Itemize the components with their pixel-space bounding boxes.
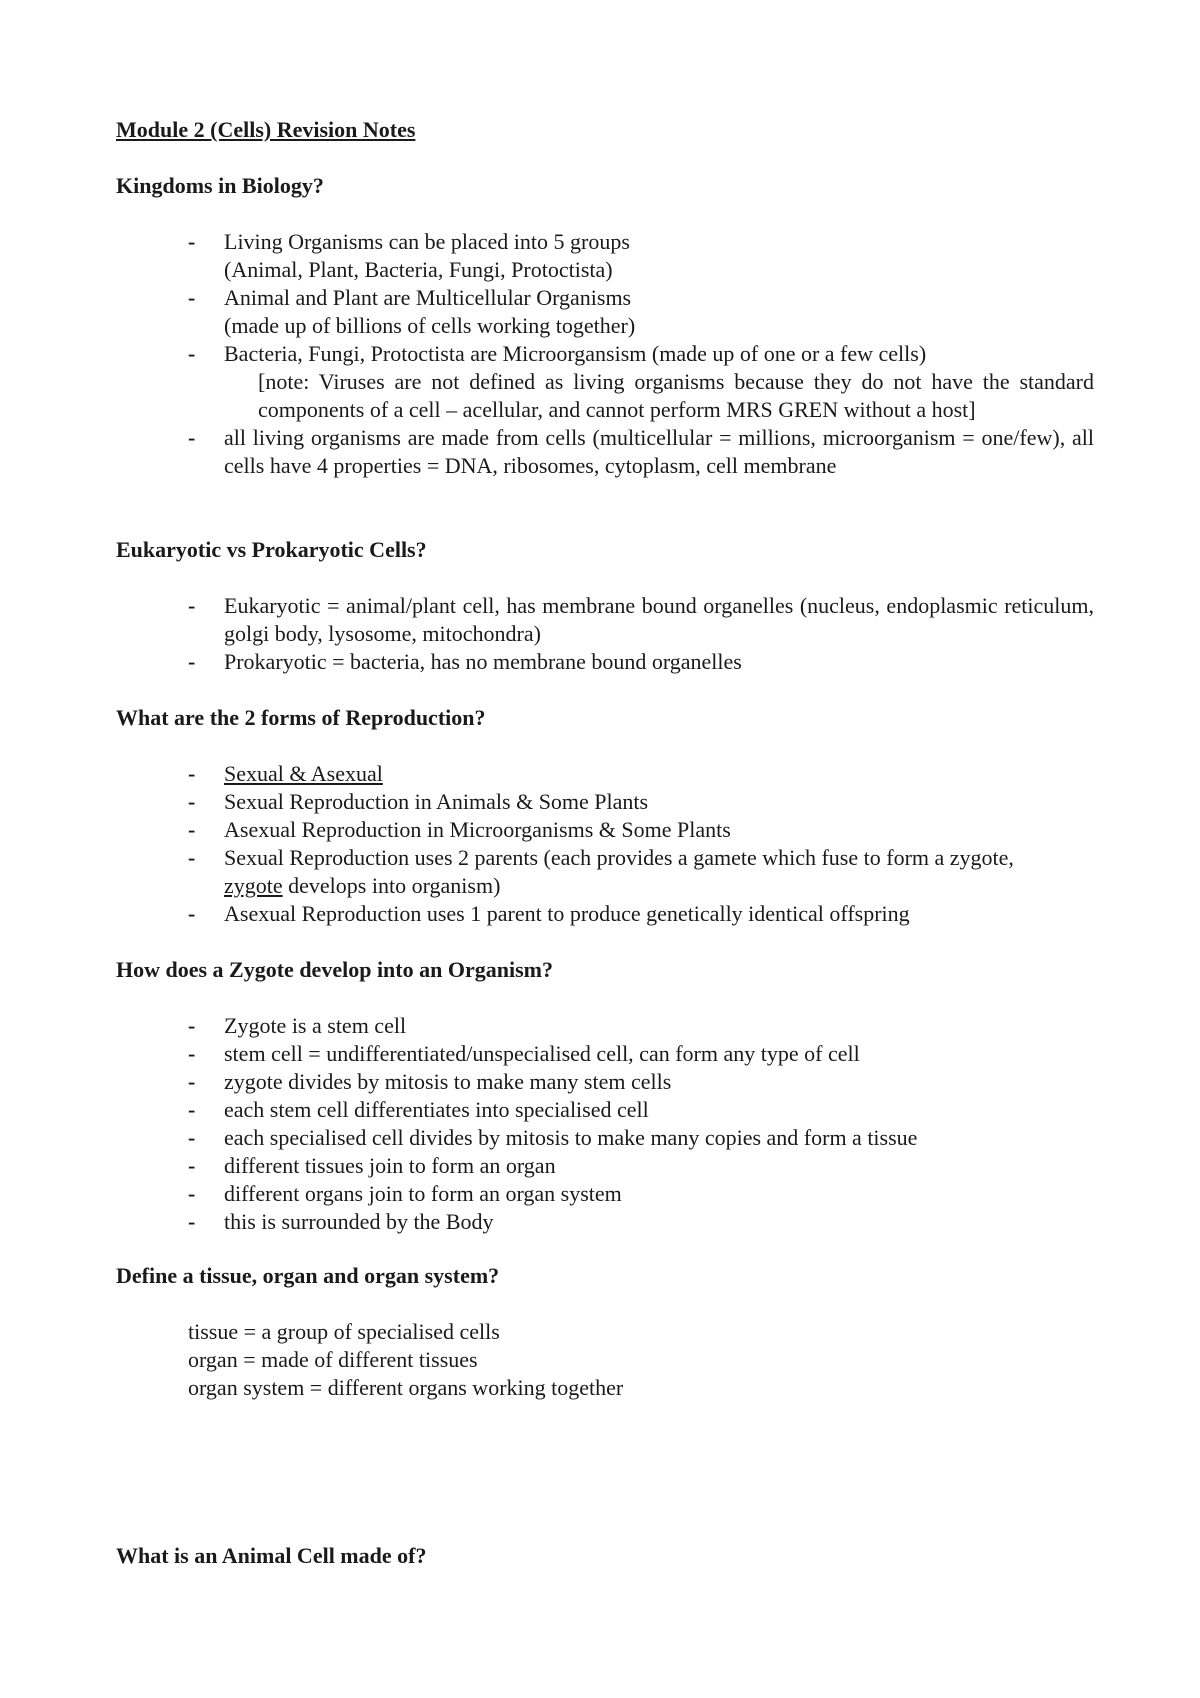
dash-bullet: - xyxy=(188,1209,196,1234)
list-item xyxy=(0,284,1094,340)
list-item xyxy=(0,1180,1094,1208)
dash-bullet: - xyxy=(188,817,196,842)
definition-tissue: tissue = a group of specialised cells xyxy=(188,1319,500,1344)
list-item xyxy=(0,844,1024,900)
definition-lines xyxy=(188,1318,623,1402)
item-text-underlined: zygote xyxy=(224,873,283,898)
dash-bullet: - xyxy=(188,1153,196,1178)
dash-bullet: - xyxy=(188,229,196,254)
list-item xyxy=(0,1012,1094,1040)
list-item xyxy=(0,816,1094,844)
dash-bullet: - xyxy=(188,901,196,926)
dash-bullet: - xyxy=(188,593,196,618)
list-item xyxy=(0,340,1094,424)
list-item xyxy=(0,424,1094,480)
list-item xyxy=(0,648,1094,676)
item-text: stem cell = undifferentiated/unspecialised cell, can form any type of cell xyxy=(224,1041,860,1066)
item-text: Asexual Reproduction uses 1 parent to produce genetically identical offspring xyxy=(224,901,910,926)
item-text-post: develops into organism) xyxy=(282,873,501,898)
dash-bullet: - xyxy=(188,1069,196,1094)
item-text: all living organisms are made from cells (multicellular = millions, microorganism = one/few), all cells have 4 properties = DNA, ribosomes, cytoplasm, cell membrane xyxy=(224,425,1094,478)
heading-define: Define a tissue, organ and organ system? xyxy=(116,1263,500,1288)
definition-organ: organ = made of different tissues xyxy=(188,1347,478,1372)
item-text: each specialised cell divides by mitosis to make many copies and form a tissue xyxy=(224,1125,918,1150)
item-text: Sexual Reproduction in Animals & Some Plants xyxy=(224,789,649,814)
dash-bullet: - xyxy=(188,649,196,674)
list-eukaryotic xyxy=(0,592,1200,676)
heading-reproduction: What are the 2 forms of Reproduction? xyxy=(116,705,486,730)
heading-kingdoms: Kingdoms in Biology? xyxy=(116,173,324,198)
dash-bullet: - xyxy=(188,341,196,366)
dash-bullet: - xyxy=(188,425,196,450)
item-text: Asexual Reproduction in Microorganisms & Some Plants xyxy=(224,817,731,842)
item-text: Eukaryotic = animal/plant cell, has membrane bound organelles (nucleus, endoplasmic reticulum, golgi body, lysosome, mitochondra) xyxy=(224,593,1094,646)
dash-bullet: - xyxy=(188,1097,196,1122)
item-text: different organs join to form an organ system xyxy=(224,1181,622,1206)
list-item xyxy=(0,592,1094,648)
dash-bullet: - xyxy=(188,1041,196,1066)
list-item xyxy=(0,760,1094,788)
dash-bullet: - xyxy=(188,285,196,310)
list-zygote xyxy=(0,1012,1200,1236)
item-text: zygote divides by mitosis to make many stem cells xyxy=(224,1069,672,1094)
dash-bullet: - xyxy=(188,1013,196,1038)
list-item xyxy=(0,1068,1094,1096)
list-item xyxy=(0,1152,1094,1180)
list-item xyxy=(0,1124,1094,1152)
item-text: Sexual Reproduction uses 2 parents (each provides a gamete which fuse to form a zygote, xyxy=(224,845,1014,870)
item-text: Bacteria, Fungi, Protoctista are Microorgansism (made up of one or a few cells) xyxy=(224,341,927,366)
item-text-cont: (made up of billions of cells working together) xyxy=(224,313,636,338)
dash-bullet: - xyxy=(188,761,196,786)
dash-bullet: - xyxy=(188,845,196,870)
item-text-cont: (Animal, Plant, Bacteria, Fungi, Protoctista) xyxy=(224,257,613,282)
heading-animal-cell: What is an Animal Cell made of? xyxy=(116,1543,427,1568)
dash-bullet: - xyxy=(188,789,196,814)
item-text: Zygote is a stem cell xyxy=(224,1013,407,1038)
list-item xyxy=(0,1040,1094,1068)
item-text: Animal and Plant are Multicellular Organisms xyxy=(224,285,632,310)
item-text: Prokaryotic = bacteria, has no membrane bound organelles xyxy=(224,649,742,674)
list-item xyxy=(0,1208,1094,1236)
definition-organ-system: organ system = different organs working together xyxy=(188,1375,624,1400)
list-reproduction xyxy=(0,760,1200,928)
list-kingdoms xyxy=(0,228,1200,480)
list-item xyxy=(0,788,1094,816)
item-text: Living Organisms can be placed into 5 groups xyxy=(224,229,630,254)
document-title: Module 2 (Cells) Revision Notes xyxy=(116,117,416,142)
list-item xyxy=(0,228,1094,284)
list-item xyxy=(0,900,1094,928)
heading-eukaryotic: Eukaryotic vs Prokaryotic Cells? xyxy=(116,537,427,562)
item-text: each stem cell differentiates into specialised cell xyxy=(224,1097,649,1122)
dash-bullet: - xyxy=(188,1181,196,1206)
item-text: Sexual & Asexual xyxy=(224,761,383,786)
item-text: different tissues join to form an organ xyxy=(224,1153,556,1178)
heading-zygote: How does a Zygote develop into an Organism? xyxy=(116,957,553,982)
dash-bullet: - xyxy=(188,1125,196,1150)
list-item xyxy=(0,1096,1094,1124)
item-text: this is surrounded by the Body xyxy=(224,1209,494,1234)
virus-note: [note: Viruses are not defined as living organisms because they do not have the standard components of a cell – acellular, and cannot perform MRS GREN without a host] xyxy=(258,369,1094,422)
